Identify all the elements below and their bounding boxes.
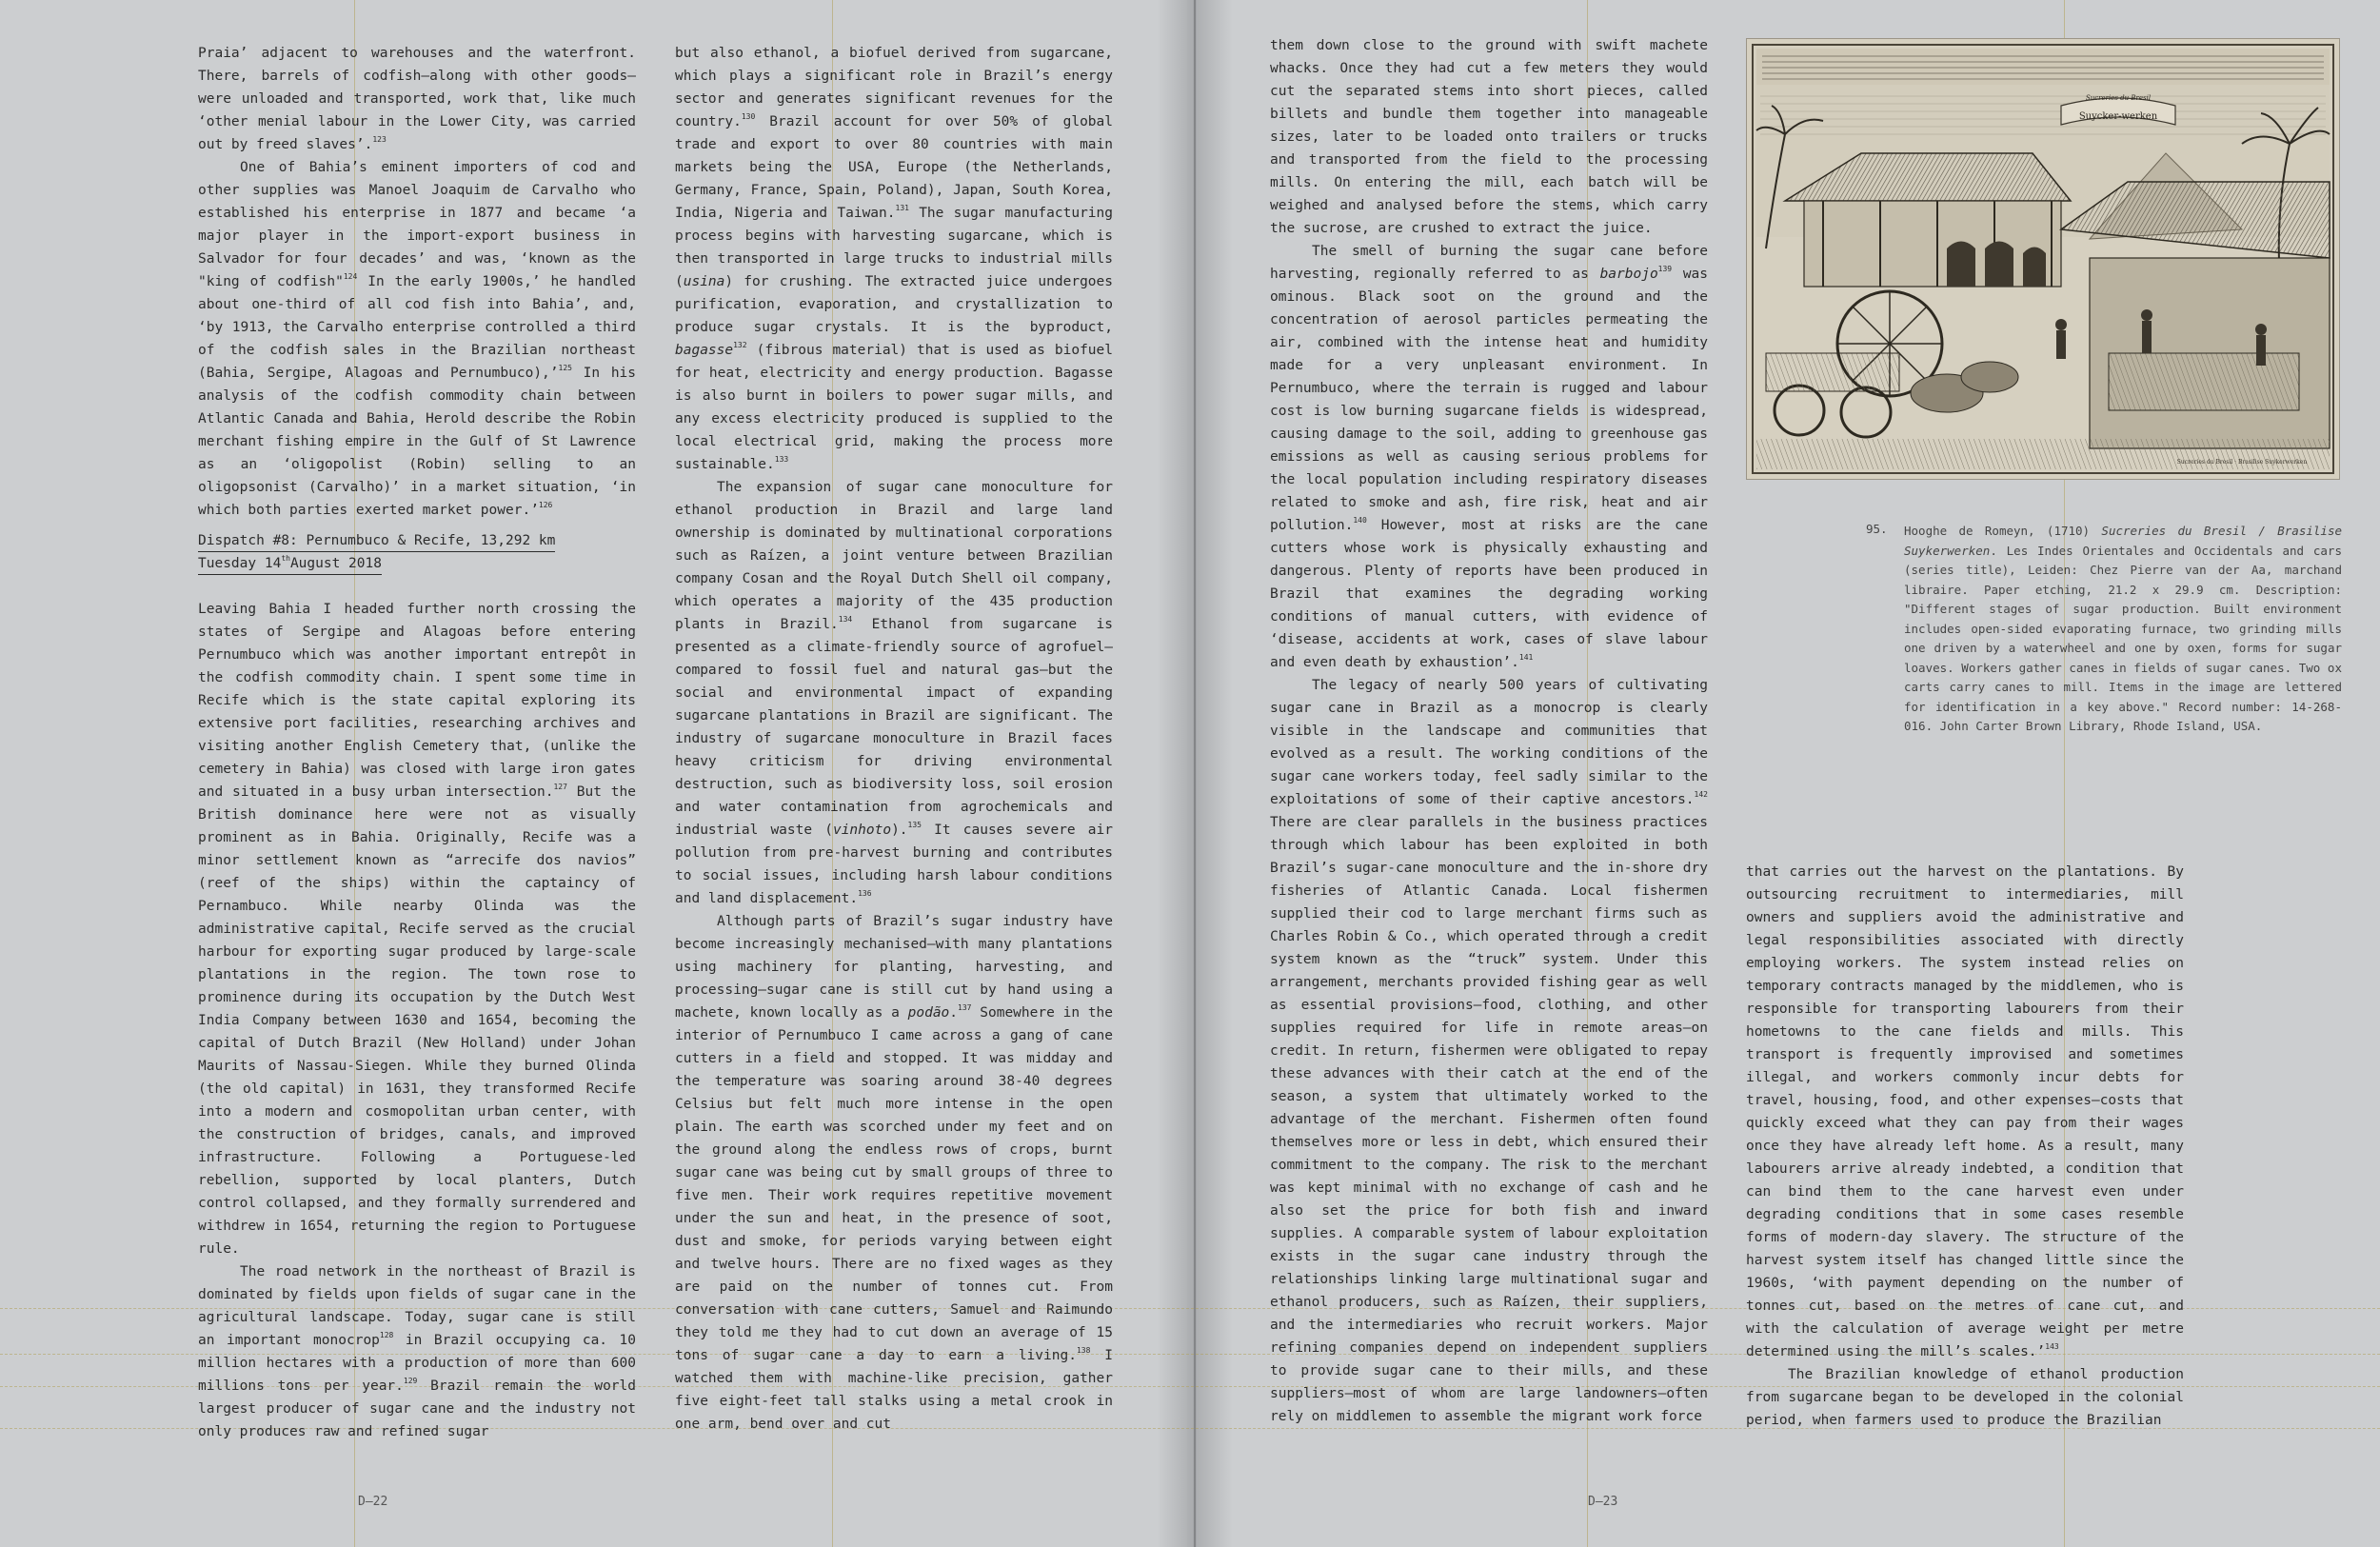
engraving-illustration [1746,38,2340,480]
left-column-1 [198,42,636,1443]
figure-number: 95. [1866,522,1888,536]
paragraph: Praia’ adjacent to warehouses and the waterfront. There, barrels of codfish—along with other goods—were unloaded and transported, work that, like much ‘other menial labour in the Lower City, was carried out by freed slaves’.$^{123}$ [198,46,636,152]
paragraph: that carries out the harvest on the plantations. By outsourcing recruitment to intermediaries, mill owners and suppliers avoid the administrative and legal responsibilities associated with directly employing workers. The system instead relies on temporary contracts managed by the middlemen, who is responsible for transporting labourers from their hometowns to the cane fields and mills. This transport is frequently improvised and sometimes illegal, and workers commonly incur debts for travel, housing, food, and other expenses—costs that quickly exceed what they can pay from their wages once they have already left home. As a result, many labourers arrive already indebted, a condition that can bind them to the cane harvest even under degrading conditions that in some cases resemble forms of modern-day slavery. The structure of the harvest system itself has changed little since the 1960s, ‘with payment depending on the number of tonnes cut, based on the metres of cane cut, and with the calculation of average weight per metre determined using the mill’s scales.’$^{143}$ [1746,864,2184,1359]
right-column-1 [1270,34,1708,1428]
paragraph: The smell of burning the sugar cane before harvesting, regionally referred to as barbojo$^{139}$ was ominous. Black soot on the ground and the concentration of aerosol particles permeating the air, combined with the intense heat and humidity made for a very unpleasant environment. In Pernumbuco, where the terrain is rugged and labour cost is low burning sugarcane fields is widespread, causing damage to the soil, adding to greenhouse gas emissions as well as causing serious problems for the local population including respiratory diseases related to smoke and ash, fire risk, heat and air pollution.$^{140}$ However, most at risks are the cane cutters whose work is physically exhausting and dangerous. Plenty of reports have been produced in Brazil that examines the degrading working conditions of manual cutters, with evidence of ‘disease, accidents at work, cases of slave labour and even death by exhaustion’.$^{141}$ [1270,244,1709,670]
paragraph: but also ethanol, a biofuel derived from sugarcane, which plays a significant role in Brazil’s energy sector and generates significant revenues for the country.$^{130}$ Brazil account for over 50% of global trade and export to over 80 countries with main markets being the USA, Europe (the Netherlands, Germany, France, Spain, Poland), Japan, South Korea, India, Nigeria and Taiwan.$^{131}$ The sugar manufacturing process begins with harvesting sugarcane, which is then transported in large trucks to industrial mills (usina) for crushing. The extracted juice undergoes purification, evaporation, and crystallization to produce sugar crystals. It is the byproduct, bagasse$^{132}$ (fibrous material) that is used as biofuel for heat, electricity and energy production. Bagasse is also burnt in boilers to power sugar mills, and any excess electricity produced is supplied to the local electrical grid, making the process more sustainable.$^{133}$ [675,46,1113,472]
dispatch-heading [198,529,636,575]
paragraph: The Brazilian knowledge of ethanol production from sugarcane began to be developed in the colonial period, when farmers used to produce the Brazilian [1746,1367,2184,1428]
paragraph: The road network in the northeast of Brazil is dominated by fields upon fields of sugar cane in the agricultural landscape. Today, sugar cane is still an important monocrop$^{128}$ in Brazil occupying ca. 10 million hectares with a production of more than 600 millions tons per year.$^{129}$ Brazil remain the world largest producer of sugar cane and the industry not only produces raw and refined sugar [198,1264,637,1439]
page-number: D—22 [358,1495,388,1509]
paragraph: The legacy of nearly 500 years of cultivating sugar cane in Brazil as a monocrop is clearly visible in the landscape and communities that evolved as a result. The working conditions of the sugar cane workers today, feel sadly similar to the exploitations of some of their captive ancestors.$^{142}$ There are clear parallels in the business practices through which labour has been exploited in both Brazil’s sugar-cane monoculture and the in-shore dry fisheries of Atlantic Canada. Local fishermen supplied their cod to large merchant firms such as Charles Robin & Co., which operated through a credit system known as the “truck” system. Under this arrangement, merchants provided fishing gear as well as essential provisions—food, clothing, and other supplies required for life in remote areas—on credit. In return, fishermen were obligated to repay these advances with their catch at the end of the season, a system that ultimately worked to the advantage of the merchant. Fishermen often found themselves more or less in debt, which ensured their commitment to the company. The risk to the merchant was kept minimal with no exchange of cash and he also set the price for both fish and inward supplies. A comparable system of labour exploitation exists in the sugar cane industry through the relationships linking large multinational sugar and ethanol producers, such as Raízen, their suppliers, and the intermediaries who recruit workers. Major refining companies depend on independent suppliers to provide sugar cane to their mills, and these suppliers—most of whom are large landowners—often rely on middlemen to assemble the migrant work force [1270,678,1708,1424]
paragraph: One of Bahia’s eminent importers of cod and other supplies was Manoel Joaquim de Carvalho who established his enterprise in 1877 and became ‘a major player in the import-export business in Salvador for four decades’ and was, ‘known as the "king of codfish"$^{124}$ In the early 1900s,’ he handled about one-third of all cod fish into Bahia’, and, ‘by 1913, the Carvalho enterprise controlled a third of the codfish sales in the Brazilian northeast (Bahia, Sergipe, Alagoas and Pernumbuco),’$^{125}$ In his analysis of the codfish commodity chain between Atlantic Canada and Bahia, Herold describe the Robin merchant fishing empire in the Gulf of St Lawrence as an ‘oligopolist (Robin) selling to an oligopsonist (Carvalho)’ in a market situation, ‘in which both parties exerted market power.’$^{126}$ [198,160,637,518]
engraving-banner-subtitle: Sucreries du Bresil [2085,94,2152,102]
paragraph: them down close to the ground with swift machete whacks. Once they had cut a few meters they would cut the separated stems into short pieces, called billets and bundle them together into manageable sizes, later to be loaded onto trailers or trucks and transported from the field to the processing mills. On entering the mill, each batch will be weighed and analysed before the stems, which carry the sucrose, are crushed to extract the juice. [1270,38,1708,236]
paragraph: Leaving Bahia I headed further north crossing the states of Sergipe and Alagoas before entering Pernumbuco which was another important entrepôt in the codfish commodity chain. I spent some time in Recife which is the state capital exploring its extensive port facilities, researching archives and visiting another English Cemetery that, (unlike the cemetery in Bahia) was closed with large iron gates and situated in a busy urban intersection.$^{127}$ But the British dominance here were not as visually prominent as in Bahia. Originally, Recife was a minor settlement known as “arrecife dos navios” (reef of the ships) within the captaincy of Pernambuco. While nearby Olinda was the administrative capital, Recife served as the crucial harbour for exporting sugar produced by large-scale plantations in the region. The town rose to prominence during its occupation by the Dutch West India Company between 1630 and 1654, becoming the capital of Dutch Brazil (New Holland) under Johan Maurits of Nassau-Siegen. While they burned Olinda (the old capital) in 1631, they transformed Recife into a modern and cosmopolitan urban center, with the construction of bridges, canals, and improved infrastructure. Following a Portuguese-led rebellion, supported by local planters, Dutch control collapsed, and they formally surrendered and withdrew in 1654, returning the region to Portuguese rule. [198,602,636,1257]
paragraph: The expansion of sugar cane monoculture for ethanol production in Brazil and large land ownership is dominated by multinational corporations such as Raízen, a joint venture between Brazilian company Cosan and the Royal Dutch Shell oil company, which operates a majority of the 435 production plants in Brazil.$^{134}$ Ethanol from sugarcane is presented as a climate-friendly source of agrofuel—compared to fossil fuel and natural gas—but the social and environmental impact of expanding sugarcane plantations in Brazil are significant. The industry of sugarcane monoculture in Brazil faces heavy criticism for driving environmental destruction, such as biodiversity loss, soil erosion and water contamination from agrochemicals and industrial waste (vinhoto).$^{135}$ It causes severe air pollution from pre-harvest burning and contributes to social issues, including harsh labour conditions and land displacement.$^{136}$ [675,480,1113,906]
book-gutter [1157,0,1233,1547]
paragraph: Although parts of Brazil’s sugar industry have become increasingly mechanised—with many plantations using machinery for planting, harvesting, and processing—sugar cane is still cut by hand using a machete, known locally as a podão.$^{137}$ Somewhere in the interior of Pernumbuco I came across a gang of cane cutters in a field and stopped. It was midday and the temperature was soaring around 38-40 degrees Celsius but felt much more intense in the open plain. The earth was scorched under my feet and on the ground along the endless rows of crops, burnt sugar cane was being cut by small groups of three to five men. Their work requires repetitive movement under the sun and heat, in the presence of soot, dust and smoke, for periods varying between eight and twelve hours. There are no fixed wages as they are paid on the number of tonnes cut. From conversation with cane cutters, Samuel and Raimundo they told me they had to cut down an average of 15 tons of sugar cane a day to earn a living.$^{138}$ I watched them with machine-like precision, gather five eight-feet tall stalks using a metal crook in one arm, bend over and cut [675,914,1114,1432]
sugar-mill-engraving [1747,39,2339,479]
left-column-2 [675,42,1113,1436]
right-column-2 [1746,861,2184,1432]
dispatch-date: Tuesday 14thAugust 2018 [198,553,382,575]
page-number: D—23 [1588,1495,1618,1509]
dispatch-title: Dispatch #8: Pernumbuco & Recife, 13,292 km [198,530,555,552]
figure-caption: Hooghe de Romeyn, (1710) Sucreries du Bresil / Brasilise Suykerwerken. Les Indes Orientales and Occidentals and cars (series title), Leiden: Chez Pierre van der Aa, marchand libraire. Paper etching, 21.2 x 29.9 cm. Description: "Different stages of sugar production. Built environment includes open-sided evaporating furnace, two grinding mills one driven by a waterwheel and one by oxen, forms for sugar loaves. Workers gather canes in fields of sugar canes. Two ox carts carry canes to mill. Items in the image are lettered for identification in a key above." Record number: 14-268-016. John Carter Brown Library, Rhode Island, USA. [1904,524,2342,733]
engraving-banner-text: Suycker-werken [2078,111,2158,122]
engraving-plate-text: Sucreries du Bresil · Brasilise Suykerwerken [2176,459,2308,466]
